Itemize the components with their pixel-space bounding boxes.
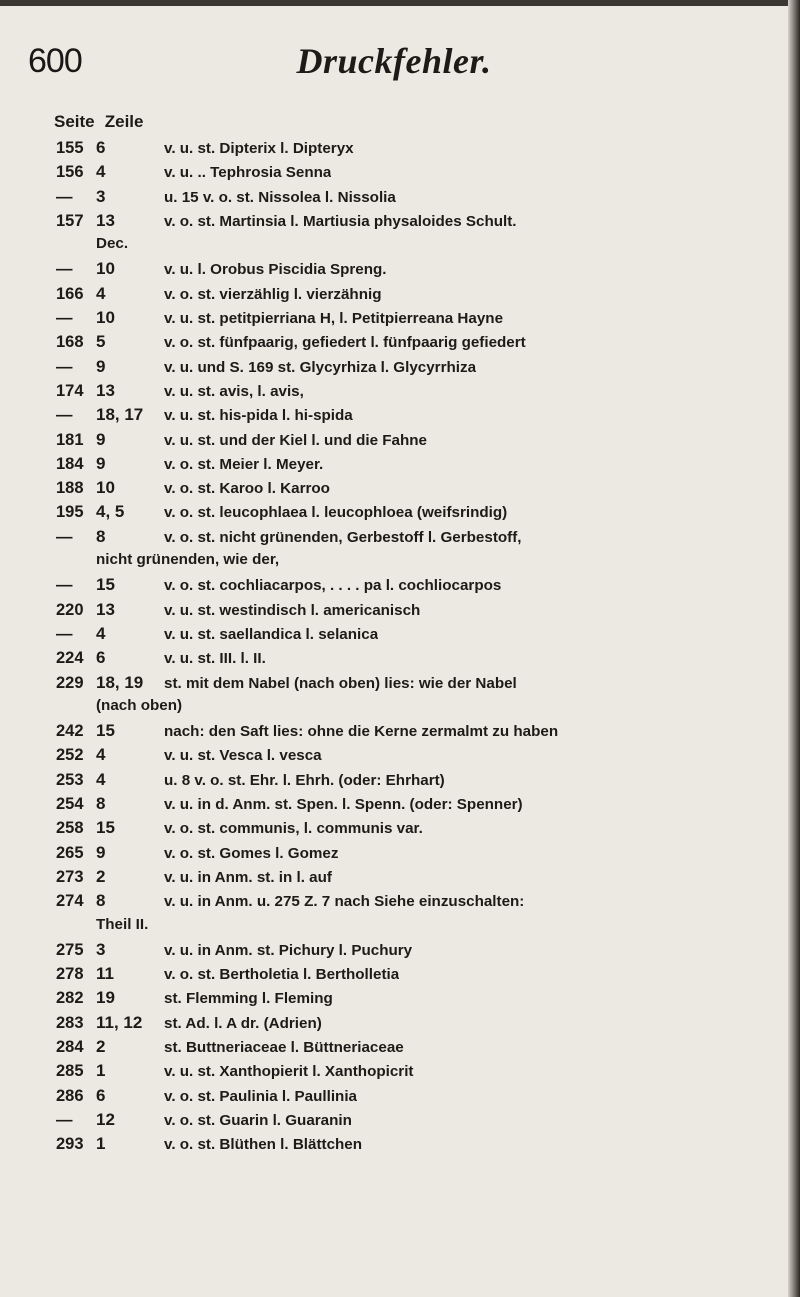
errata-entry bbox=[0, 575, 790, 599]
errata-entry bbox=[0, 745, 790, 769]
entry-correction: v. u. st. his-pida l. hi-spida bbox=[164, 407, 353, 425]
entry-page: — bbox=[56, 357, 73, 376]
entry-page: 278 bbox=[56, 965, 84, 984]
errata-entry bbox=[0, 624, 790, 648]
entry-page: 293 bbox=[56, 1135, 84, 1154]
entry-page: 166 bbox=[56, 284, 84, 303]
entry-page: 157 bbox=[56, 211, 84, 230]
errata-entry bbox=[0, 867, 790, 891]
entry-line: 9 bbox=[96, 429, 106, 449]
entry-page: 188 bbox=[56, 479, 84, 498]
entry-correction: v. u. st. saellandica l. selanica bbox=[164, 625, 379, 643]
entry-line: 4 bbox=[96, 623, 106, 643]
entry-line: 10 bbox=[96, 259, 115, 279]
entry-page: — bbox=[56, 309, 73, 328]
errata-continuation-line bbox=[0, 235, 790, 259]
errata-entry bbox=[0, 527, 790, 551]
entry-correction: v. u. st. petitpierriana H, l. Petitpierreana Hayne bbox=[164, 310, 504, 328]
entry-correction: nicht grünenden, wie der, bbox=[96, 551, 280, 569]
column-header-seite: Seite bbox=[54, 112, 95, 131]
entry-correction: v. u. st. westindisch l. americanisch bbox=[164, 601, 421, 619]
entry-correction: st. mit dem Nabel (nach oben) lies: wie der Nabel bbox=[164, 674, 517, 692]
entry-page: 284 bbox=[56, 1037, 84, 1056]
entry-correction: v. o. st. Gomes l. Gomez bbox=[164, 844, 339, 862]
entry-line: 2 bbox=[96, 866, 106, 886]
entry-line: 12 bbox=[96, 1109, 115, 1129]
entry-line: 4 bbox=[96, 283, 106, 303]
entry-correction: (nach oben) bbox=[96, 696, 183, 714]
entry-page: 224 bbox=[56, 649, 84, 668]
errata-entry bbox=[0, 1013, 790, 1037]
errata-entry bbox=[0, 794, 790, 818]
entry-line: 8 bbox=[96, 794, 106, 814]
errata-entry bbox=[0, 964, 790, 988]
entry-line: 4 bbox=[96, 745, 106, 765]
entry-line: 9 bbox=[96, 453, 106, 473]
errata-entry bbox=[0, 430, 790, 454]
entry-page: 252 bbox=[56, 746, 84, 765]
entry-page: — bbox=[56, 527, 73, 546]
errata-entry bbox=[0, 211, 790, 235]
page-number: 600 bbox=[28, 42, 82, 80]
entry-page: — bbox=[56, 1110, 73, 1129]
entry-line: 4, 5 bbox=[96, 502, 125, 522]
entry-correction: v. o. st. cochliacarpos, . . . . pa l. cochliocarpos bbox=[164, 577, 502, 595]
entry-line: 13 bbox=[96, 599, 115, 619]
errata-entry bbox=[0, 988, 790, 1012]
entry-correction: v. u. in Anm. u. 275 Z. 7 nach Siehe einzuschalten: bbox=[164, 893, 525, 911]
errata-entry bbox=[0, 454, 790, 478]
errata-entry bbox=[0, 357, 790, 381]
entry-line: 13 bbox=[96, 210, 115, 230]
errata-entry bbox=[0, 1134, 790, 1158]
entry-correction: v. u. in Anm. st. in l. auf bbox=[164, 868, 332, 886]
entry-correction: v. u. st. Dipterix l. Dipteryx bbox=[164, 140, 354, 157]
entry-page: 242 bbox=[56, 722, 84, 741]
entry-correction: v. u. st. Xanthopierit l. Xanthopicrit bbox=[164, 1063, 414, 1081]
errata-entry bbox=[0, 478, 790, 502]
errata-entry bbox=[0, 1086, 790, 1110]
entry-line: 6 bbox=[96, 648, 106, 668]
entry-page: 184 bbox=[56, 454, 84, 473]
entry-line: 6 bbox=[96, 1085, 106, 1105]
entry-page: 155 bbox=[56, 139, 84, 157]
errata-entry bbox=[0, 405, 790, 429]
entry-page: 274 bbox=[56, 892, 84, 911]
entry-line: 9 bbox=[96, 356, 106, 376]
errata-entry bbox=[0, 940, 790, 964]
entry-correction: v. u. st. avis, l. avis, bbox=[164, 382, 304, 400]
entry-correction: u. 15 v. o. st. Nissolea l. Nissolia bbox=[164, 188, 396, 206]
entry-page: — bbox=[56, 260, 73, 279]
errata-entry bbox=[0, 284, 790, 308]
entry-line: 3 bbox=[96, 186, 106, 206]
entry-page: — bbox=[56, 624, 73, 643]
entry-correction: v. o. st. Meier l. Meyer. bbox=[164, 455, 324, 473]
entry-page: 285 bbox=[56, 1062, 84, 1081]
entry-page: 156 bbox=[56, 163, 84, 182]
entry-correction: v. o. st. vierzählig l. vierzähnig bbox=[164, 285, 382, 303]
column-header-zeile: Zeile bbox=[104, 112, 144, 131]
entry-correction: v. o. st. communis, l. communis var. bbox=[164, 820, 423, 838]
errata-list bbox=[0, 138, 790, 1158]
page-header bbox=[0, 28, 788, 88]
entry-line: 11, 12 bbox=[96, 1012, 143, 1032]
entry-line: 11 bbox=[96, 964, 114, 984]
entry-page: 258 bbox=[56, 819, 84, 838]
entry-correction: v. o. st. Paulinia l. Paullinia bbox=[164, 1087, 357, 1105]
entry-line: 18, 19 bbox=[96, 672, 144, 692]
entry-page: 273 bbox=[56, 867, 84, 886]
errata-entry bbox=[0, 1037, 790, 1061]
errata-continuation-line bbox=[0, 916, 790, 940]
errata-entry bbox=[0, 332, 790, 356]
entry-correction: v. o. st. nicht grünenden, Gerbestoff l. Gerbestoff, bbox=[164, 528, 522, 546]
entry-page: 282 bbox=[56, 989, 84, 1008]
entry-correction: v. o. st. Guarin l. Guaranin bbox=[164, 1111, 352, 1129]
entry-page: — bbox=[56, 406, 73, 425]
entry-line: 18, 17 bbox=[96, 405, 144, 425]
entry-correction: nach: den Saft lies: ohne die Kerne zermalmt zu haben bbox=[164, 723, 559, 741]
entry-page: 283 bbox=[56, 1013, 84, 1032]
entry-correction: st. Ad. l. A dr. (Adrien) bbox=[164, 1014, 322, 1032]
entry-correction: Theil II. bbox=[96, 915, 149, 933]
entry-line: 1 bbox=[96, 1134, 106, 1154]
entry-correction: v. o. st. Karoo l. Karroo bbox=[164, 480, 330, 498]
entry-page: 174 bbox=[56, 381, 84, 400]
entry-page: 181 bbox=[56, 430, 84, 449]
entry-line: 6 bbox=[96, 138, 106, 157]
errata-entry bbox=[0, 308, 790, 332]
running-title: Druckfehler. bbox=[296, 41, 492, 81]
entry-correction: v. u. in d. Anm. st. Spen. l. Spenn. (oder: Spenner) bbox=[164, 796, 523, 814]
entry-line: 4 bbox=[96, 162, 106, 182]
entry-correction: v. u. in Anm. st. Pichury l. Puchury bbox=[164, 941, 413, 959]
errata-entry bbox=[0, 259, 790, 283]
entry-page: 229 bbox=[56, 673, 84, 692]
entry-correction: v. o. st. Blüthen l. Blättchen bbox=[164, 1136, 363, 1154]
errata-entry bbox=[0, 843, 790, 867]
top-rule bbox=[0, 0, 800, 6]
entry-correction: v. u. st. und der Kiel l. und die Fahne bbox=[164, 431, 427, 449]
entry-line: 15 bbox=[96, 818, 115, 838]
errata-entry bbox=[0, 818, 790, 842]
entry-page: 220 bbox=[56, 600, 84, 619]
entry-page: 286 bbox=[56, 1086, 84, 1105]
entry-page: 195 bbox=[56, 503, 84, 522]
entry-correction: v. o. st. fünfpaarig, gefiedert l. fünfpaarig gefiedert bbox=[164, 334, 526, 352]
entry-page: 168 bbox=[56, 333, 84, 352]
entry-correction: u. 8 v. o. st. Ehr. l. Ehrh. (oder: Ehrhart) bbox=[164, 771, 445, 789]
errata-entry bbox=[0, 138, 790, 162]
entry-correction: st. Flemming l. Fleming bbox=[164, 990, 333, 1008]
entry-page: — bbox=[56, 576, 73, 595]
entry-page: 253 bbox=[56, 770, 84, 789]
errata-entry bbox=[0, 891, 790, 915]
errata-entry bbox=[0, 187, 790, 211]
entry-line: 10 bbox=[96, 478, 115, 498]
entry-correction: v. o. st. Bertholetia l. Bertholletia bbox=[164, 966, 400, 984]
errata-entry bbox=[0, 502, 790, 526]
errata-entry bbox=[0, 770, 790, 794]
entry-line: 5 bbox=[96, 332, 106, 352]
entry-line: 9 bbox=[96, 842, 106, 862]
entry-line: 2 bbox=[96, 1036, 106, 1056]
errata-entry bbox=[0, 1061, 790, 1085]
errata-entry bbox=[0, 381, 790, 405]
entry-page: 275 bbox=[56, 940, 84, 959]
entry-line: 15 bbox=[96, 721, 115, 741]
entry-line: 13 bbox=[96, 380, 115, 400]
errata-entry bbox=[0, 648, 790, 672]
entry-correction: v. o. st. leucophlaea l. leucophloea (weifsrindig) bbox=[164, 504, 508, 522]
entry-correction: v. u. .. Tephrosia Senna bbox=[164, 164, 332, 182]
entry-correction: v. u. und S. 169 st. Glycyrhiza l. Glycyrrhiza bbox=[164, 358, 477, 376]
entry-correction: v. u. st. III. l. II. bbox=[164, 650, 266, 668]
entry-line: 19 bbox=[96, 988, 115, 1008]
entry-line: 3 bbox=[96, 939, 106, 959]
errata-continuation-line bbox=[0, 697, 790, 721]
entry-page: 254 bbox=[56, 795, 84, 814]
errata-entry bbox=[0, 721, 790, 745]
entry-line: 15 bbox=[96, 575, 115, 595]
errata-entry bbox=[0, 600, 790, 624]
entry-line: 8 bbox=[96, 891, 106, 911]
errata-entry bbox=[0, 1110, 790, 1134]
entry-line: 4 bbox=[96, 769, 106, 789]
errata-entry bbox=[0, 162, 790, 186]
entry-correction: st. Buttneriaceae l. Büttneriaceae bbox=[164, 1038, 404, 1056]
entry-line: 1 bbox=[96, 1061, 106, 1081]
entry-correction: Dec. bbox=[96, 235, 129, 253]
errata-continuation-line bbox=[0, 551, 790, 575]
entry-line: 8 bbox=[96, 526, 106, 546]
errata-entry bbox=[0, 673, 790, 697]
entry-correction: v. u. l. Orobus Piscidia Spreng. bbox=[164, 261, 387, 279]
entry-page: — bbox=[56, 187, 73, 206]
entry-line: 10 bbox=[96, 308, 115, 328]
entry-page: 265 bbox=[56, 843, 84, 862]
entry-correction: v. o. st. Martinsia l. Martiusia physaloides Schult. bbox=[164, 212, 517, 230]
column-headers bbox=[54, 112, 143, 132]
entry-correction: v. u. st. Vesca l. vesca bbox=[164, 747, 322, 765]
